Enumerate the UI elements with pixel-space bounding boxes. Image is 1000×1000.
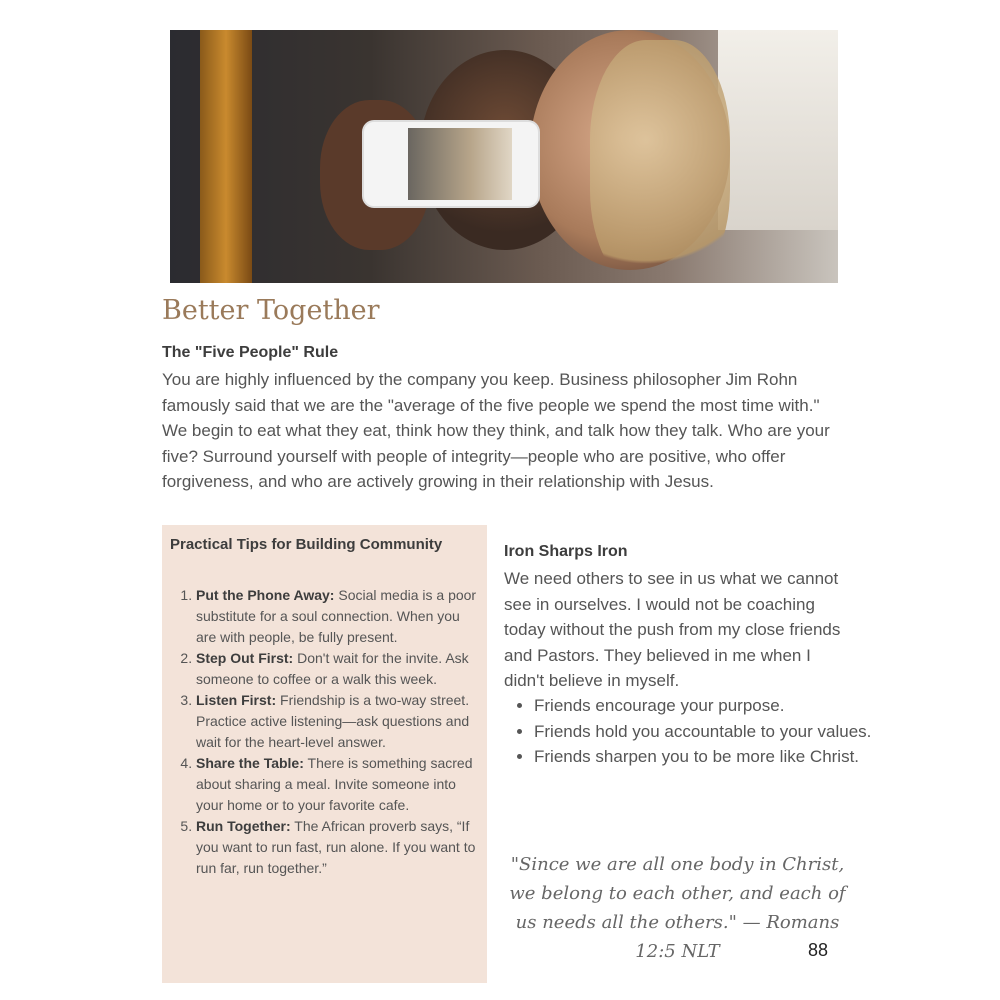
section-body-five-people: You are highly influenced by the company you keep. Business philosopher Jim Rohn famously said that we are the "average of the five people we spend the most time with." We begin to eat what they eat, think how they think, and talk how they talk. Who are your five? Surround yourself with people of integrity—people who are positive, who offer forgiveness, and who are actively growing in their relationship with Jesus. [162,370,830,491]
tip-label: Put the Phone Away: [196,587,335,603]
tip-text: There is something sacred about sharing a meal. Invite someone into your home or to your favorite cafe. [196,755,473,813]
photo-hair [590,40,730,283]
tips-list [170,585,479,879]
section-body-iron: We need others to see in us what we cannot see in ourselves. I would not be coaching today without the push from my close friends and Pastors. They believed in me when I didn't believe in myself. [504,569,841,690]
photo-window [718,30,838,230]
tip-item [196,816,479,879]
tip-label: Step Out First: [196,650,294,666]
photo-phone [362,120,540,208]
friends-bullet-list [504,693,879,770]
section-heading-five-people: The "Five People" Rule [162,344,339,361]
bullet-item: • Friends hold you accountable to your values. [534,719,879,745]
tips-box [162,525,487,983]
tip-item [196,648,479,690]
tip-item [196,753,479,816]
tip-label: Share the Table: [196,755,304,771]
scripture-quote: "Since we are all one body in Christ, we belong to each other, and each of us needs all the others." — Romans 12:5 NLT [509,854,846,962]
hero-photo [170,30,838,283]
page-number: 88 [808,940,829,960]
tip-text: Don't wait for the invite. Ask someone to coffee or a walk this week. [196,650,469,687]
tip-item [196,690,479,753]
tip-text: The African proverb says, “If you want to run fast, run alone. If you want to run far, run together.” [196,818,476,876]
photo-phone-screen [408,128,512,200]
bullet-item: • Friends encourage your purpose. [534,693,879,719]
page-title: Better Together [162,295,380,326]
tip-item [196,585,479,648]
tip-label: Run Together: [196,818,291,834]
tips-heading: Practical Tips for Building Community [170,536,443,553]
photo-pole [200,30,252,283]
tip-label: Listen First: [196,692,277,708]
tip-text: Friendship is a two-way street. Practice active listening—ask questions and wait for the heart-level answer. [196,692,470,750]
bullet-item: • Friends sharpen you to be more like Christ. [534,744,879,770]
section-heading-iron: Iron Sharps Iron [504,543,628,560]
tip-text: Social media is a poor substitute for a soul connection. When you are with people, be fully present. [196,587,477,645]
